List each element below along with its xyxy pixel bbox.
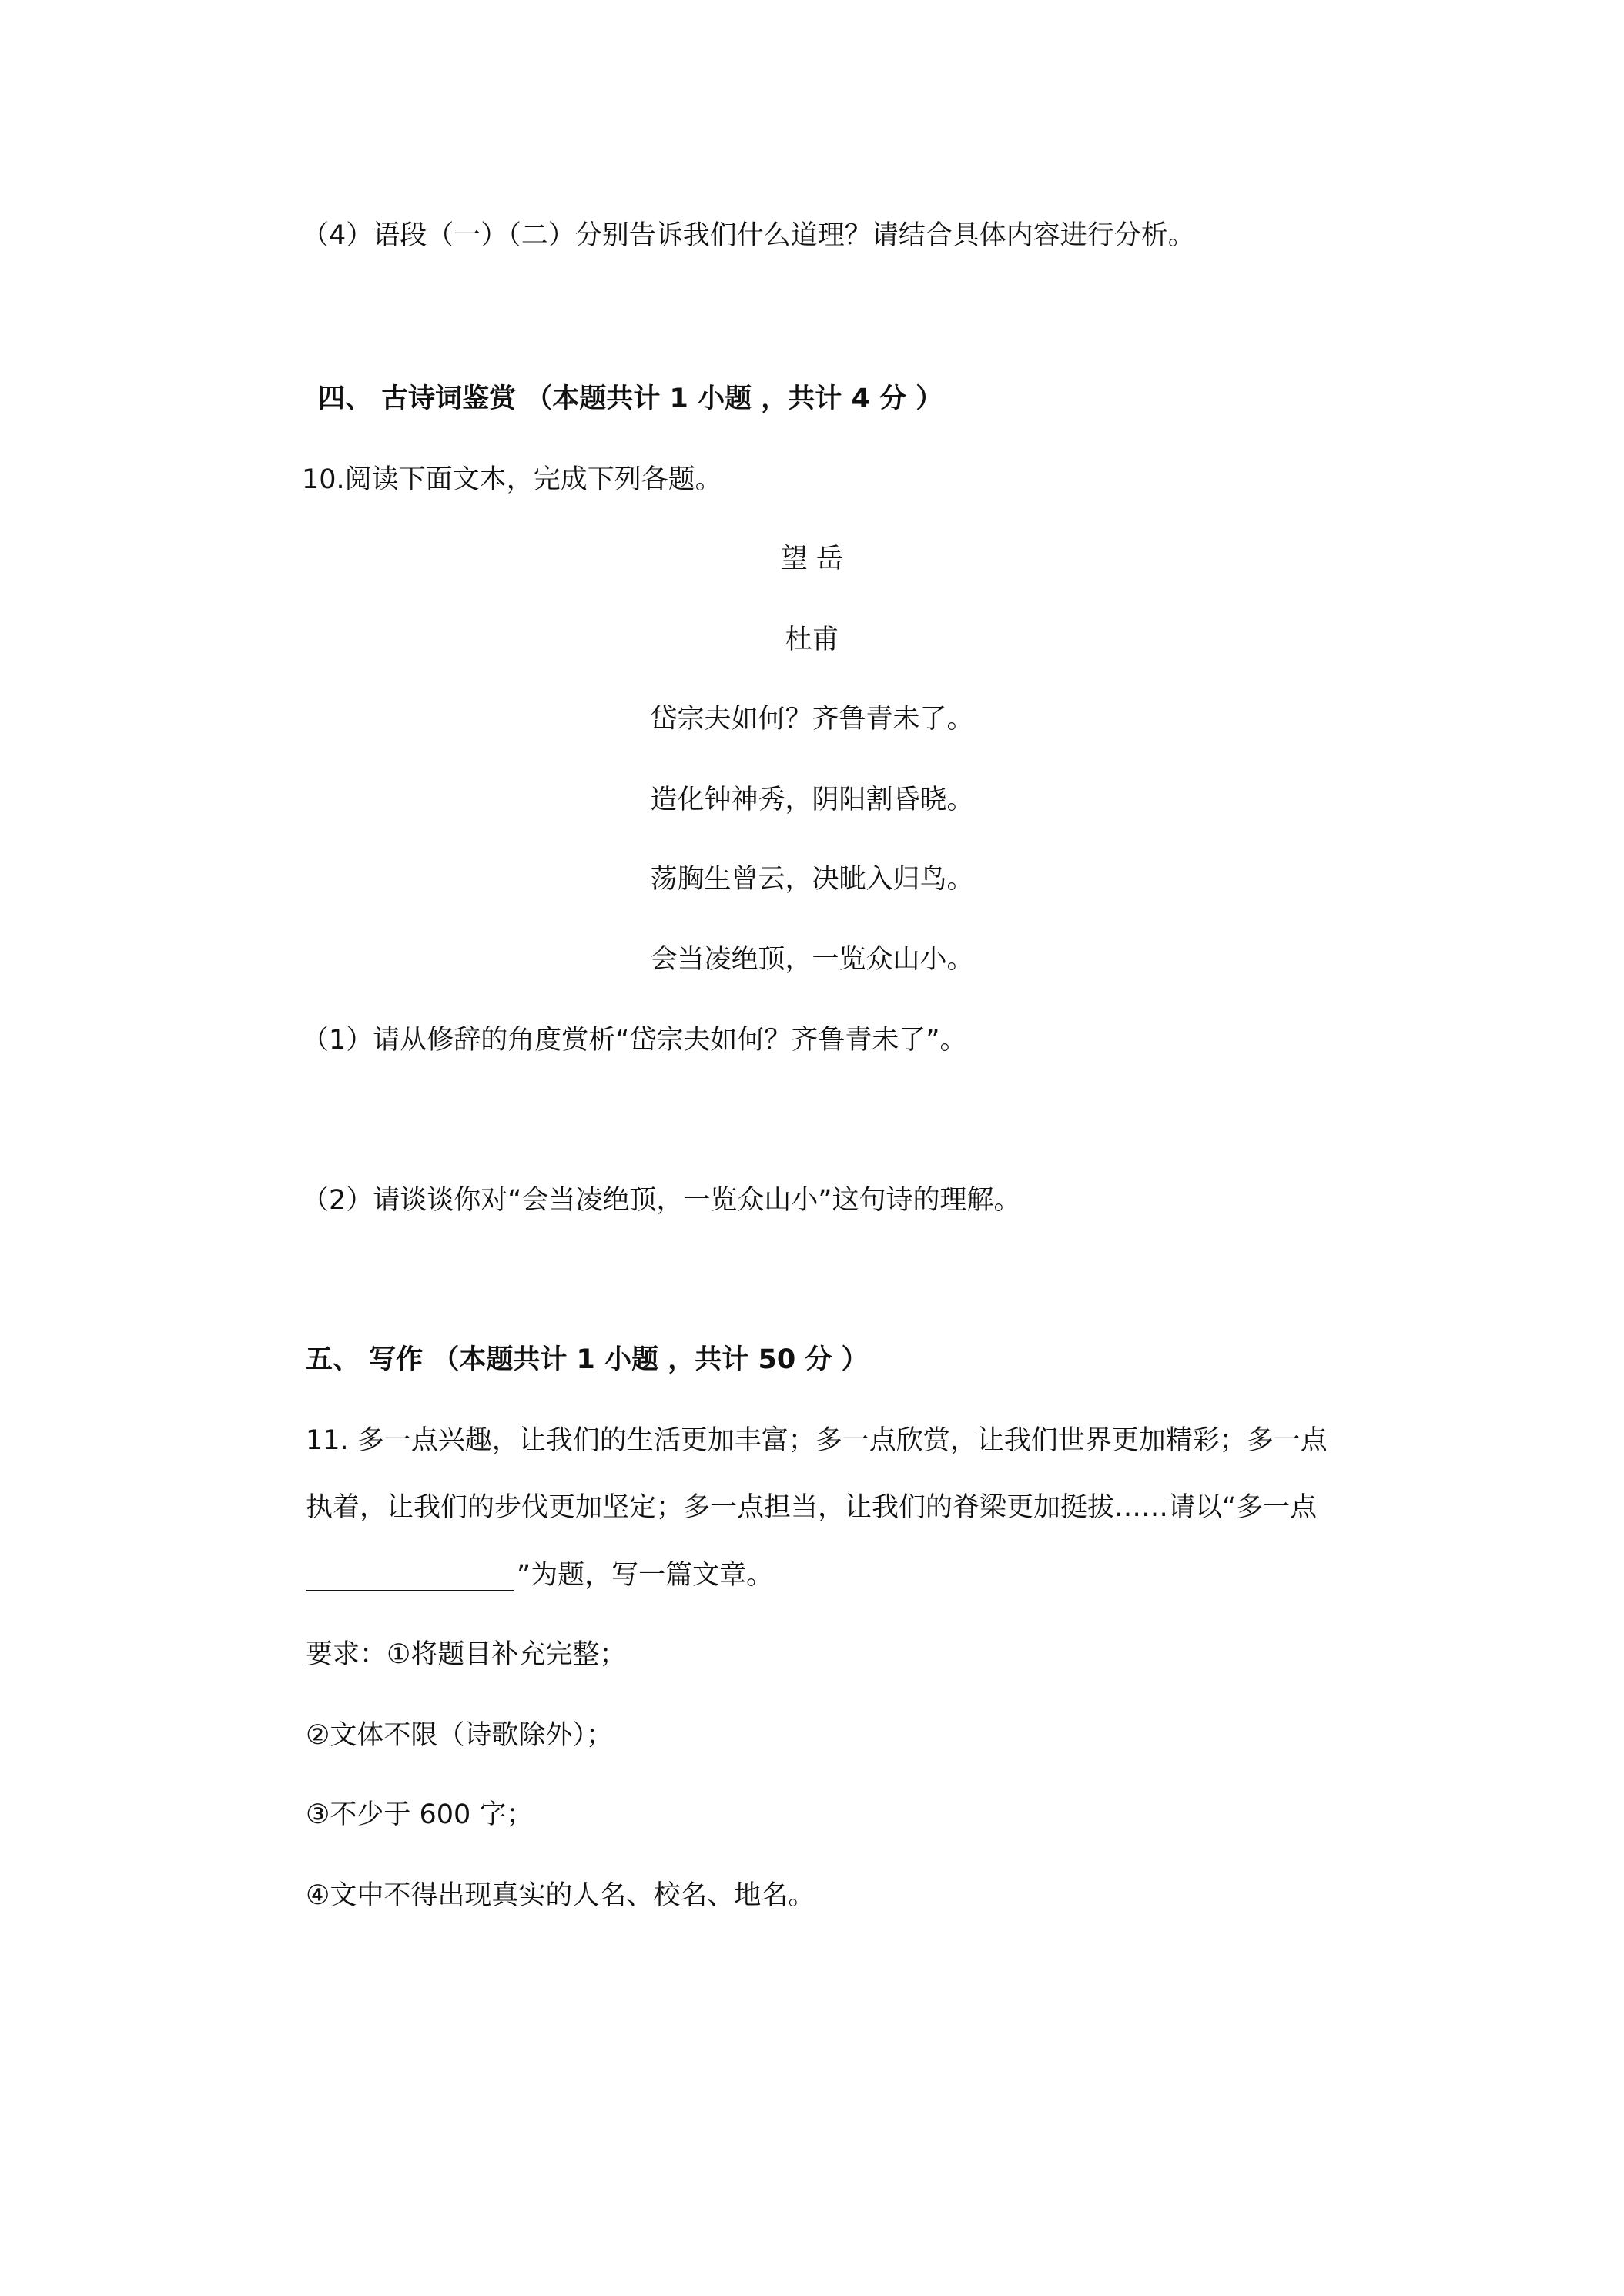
requirement-4: ④文中不得出现真实的人名、校名、地名。 [306,1880,815,1911]
question-11-line-3 [306,1559,773,1591]
poem-line-4: 会当凌绝顶，一览众山小。 [650,944,974,975]
requirement-2: ②文体不限（诗歌除外）； [306,1720,613,1751]
question-11-line-2: 执着，让我们的步伐更加坚定；多一点担当，让我们的脊梁更加挺拔……请以“多一点 [306,1492,1318,1523]
requirement-1: 要求：①将题目补充完整； [306,1639,627,1670]
poem-line-3: 荡胸生曾云，决眦入归鸟。 [650,864,974,895]
question-10-sub-1: （1）请从修辞的角度赏析“岱宗夫如何？齐鲁青未了”。 [302,1025,967,1056]
requirement-3: ③不少于 600 字； [306,1799,534,1830]
question-11-line-3-text: ”为题，写一篇文章。 [517,1560,774,1591]
question-10-intro: 10.阅读下面文本，完成下列各题。 [302,464,722,495]
poem-line-1: 岱宗夫如何？齐鲁青未了。 [650,704,974,735]
section-4-heading: 四、 古诗词鉴赏 （本题共计 1 小题 ，共计 4 分 ） [318,383,943,414]
question-9-sub-4: （4）语段（一）（二）分别告诉我们什么道理？请结合具体内容进行分析。 [302,220,1195,251]
poem-title: 望 岳 [780,544,844,574]
question-11-line-1: 11. 多一点兴趣，让我们的生活更加丰富；多一点欣赏，让我们世界更加精彩；多一点 [306,1425,1328,1456]
title-blank [306,1562,514,1591]
poem-line-2: 造化钟神秀，阴阳割昏晓。 [650,785,974,815]
poem-author: 杜甫 [785,624,839,655]
question-10-sub-2: （2）请谈谈你对“会当凌绝顶，一览众山小”这句诗的理解。 [302,1185,1021,1216]
section-5-heading: 五、 写作 （本题共计 1 小题 ，共计 50 分 ） [306,1344,869,1375]
